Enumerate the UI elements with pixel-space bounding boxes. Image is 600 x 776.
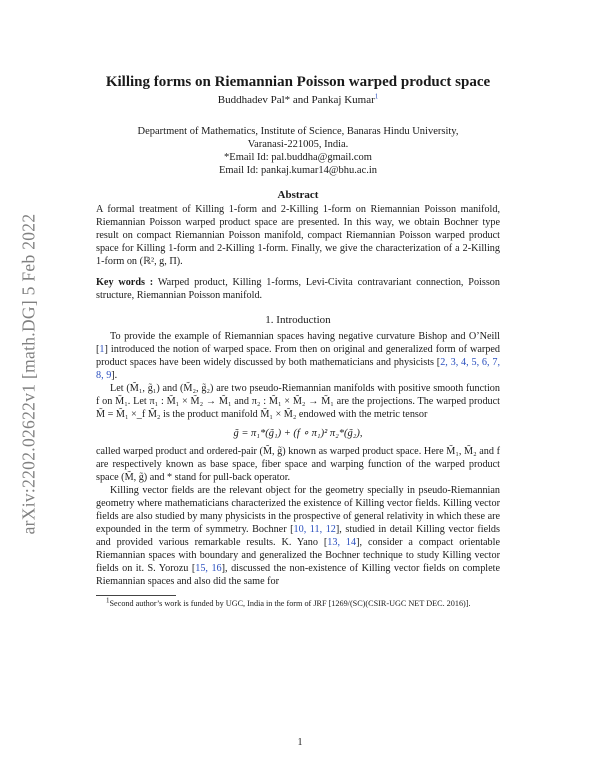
email-1: *Email Id: pal.buddha@gmail.com xyxy=(224,152,372,163)
intro-p4-text-d: ], discussed the non-existence of Killing vector fields on complete Riemannian spaces and also did the same for xyxy=(96,563,501,587)
author-footnote-mark[interactable]: 1 xyxy=(374,92,379,101)
citation-link[interactable]: 10, 11, 12 xyxy=(293,524,336,535)
keywords-block xyxy=(96,276,500,302)
affiliation-block xyxy=(96,125,500,177)
intro-paragraph-3: called warped product and ordered-pair (M̃, g̃) known as warped product space. Here M̃₁, M̃₂ and f are respectively known as base space, fiber space and warping function of the warped product space (M̃, g̃) and * stand for pull-back operator. xyxy=(96,446,500,483)
intro-p1-text-c: ]. xyxy=(111,370,118,381)
abstract-heading: Abstract xyxy=(277,189,319,201)
keywords-label: Key words : xyxy=(96,277,154,288)
keywords-text: Warped product, Killing 1-forms, Levi-Civita contravariant connection, Poisson structure, Riemannian Poisson manifold. xyxy=(96,277,500,301)
metric-equation: g̃ = π₁*(g̃₁) + (f ∘ π₁)² π₂*(g̃₂), xyxy=(233,428,363,439)
intro-p1-text-b: ] introduced the notion of warped space. From then on original and generalized form of warped product spaces have been widely discussed by both mathematicians and physicists [ xyxy=(96,344,500,368)
footnote-mark: 1 xyxy=(106,596,110,605)
citation-link[interactable]: 1 xyxy=(99,344,105,355)
intro-p1-text-a: To provide the example of Riemannian spaces having negative curvature Bishop and O’Neill [ xyxy=(96,331,500,355)
intro-p4-text-a: Killing vector fields are the relevant object for the geometry specially in pseudo-Riemannian geometry where mathematicians characterized the existence of Killing vector fields. Killing vector fields are also studied by many physicists in the prospective of general relativity in which these are expounded in the term of symmetry. Bochner [ xyxy=(96,485,500,535)
paper-page xyxy=(96,74,500,609)
section-heading-introduction: 1. Introduction xyxy=(265,314,331,326)
intro-p4-text-b: ], studied in detail Killing vector fields and provided various remarkable results. K. Yano [ xyxy=(96,524,500,548)
arxiv-identifier: arXiv:2202.02622v1 [math.DG] 5 Feb 2022 xyxy=(18,213,39,535)
author-names: Buddhadev Pal* and Pankaj Kumar xyxy=(217,94,375,106)
author-line xyxy=(96,94,500,106)
page-number: 1 xyxy=(297,737,303,748)
intro-paragraph-2: Let (M̃₁, g̃₁) and (M̃₂, g̃₂) are two pseudo-Riemannian manifolds with positive smooth function f on M̃₁. Let π₁ : M̃₁ × M̃₂ → M̃₁ and π₂ : M̃₁ × M̃₂ → M̃₁ are the projections. The warped product M̃ = M̃₁ ×_f M̃₂ is the product manifold M̃₁ × M̃₂ endowed with the metric tensor xyxy=(96,383,500,420)
email-2: Email Id: pankaj.kumar14@bhu.ac.in xyxy=(218,165,378,176)
arxiv-sidebar-stamp xyxy=(14,178,44,570)
citation-link[interactable]: 2, 3, 4, 5, 6, 7, 8, 9 xyxy=(96,357,500,381)
footnote xyxy=(96,596,500,609)
intro-paragraph-1 xyxy=(96,330,500,382)
intro-p4-text-c: ], consider a compact orientable Riemannian spaces with boundary and generalized the Bochner technique to study Killing vector fields on it. S. Yorozu [ xyxy=(96,537,500,574)
affiliation-line-2: Varanasi-221005, India. xyxy=(247,139,349,150)
citation-link[interactable]: 15, 16 xyxy=(195,563,222,574)
affiliation-line-1: Department of Mathematics, Institute of Science, Banaras Hindu University, xyxy=(137,126,459,137)
intro-paragraph-4 xyxy=(96,484,500,588)
abstract-text: A formal treatment of Killing 1-form and 2-Killing 1-form on Riemannian Poisson manifold, Riemannian Poisson warped product space are presented. In this way, we obtain Bochner type result on compact Riemannian Poisson manifold, compact Riemannian Poisson warped product space for Killing 1-form and 2-Killing 1-form. Finally, we give the characterization of a 2-Killing 1-form on (ℝ², g, Π). xyxy=(96,204,500,267)
paper-title: Killing forms on Riemannian Poisson warped product space xyxy=(105,74,491,90)
footnote-text: Second author’s work is funded by UGC, India in the form of JRF [1269/(SC)(CSIR-UGC NET DEC. 2016)]. xyxy=(109,599,471,608)
citation-link[interactable]: 13, 14 xyxy=(327,537,357,548)
